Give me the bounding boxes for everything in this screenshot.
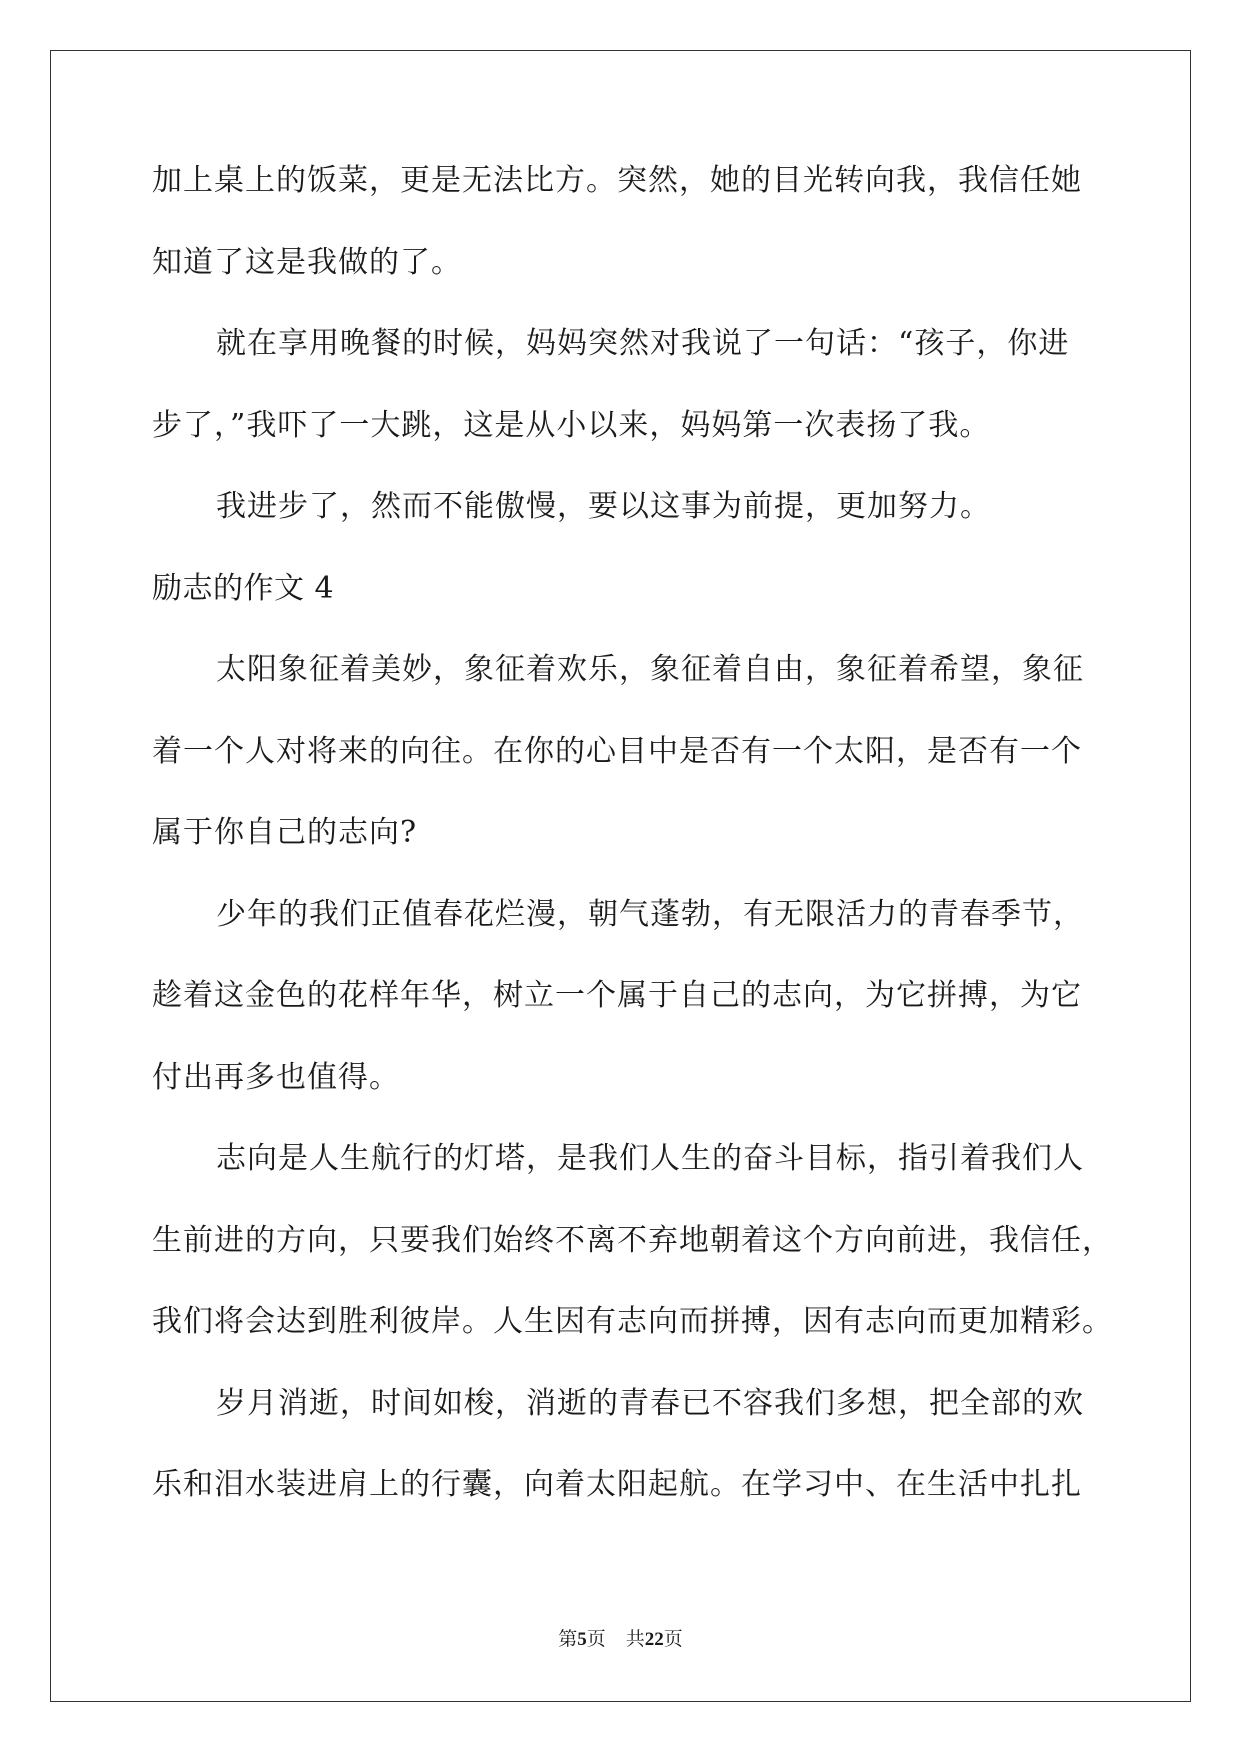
text-line: 乐和泪水装进肩上的行囊，向着太阳起航。在学习中、在生活中扎扎: [152, 1467, 1082, 1502]
text-line: 着一个人对将来的向往。在你的心目中是否有一个太阳，是否有一个: [152, 733, 1082, 769]
total-pages: 22: [644, 1629, 664, 1650]
total-suffix: 页: [663, 1628, 683, 1650]
text-line: 加上桌上的饭菜，更是无法比方。突然，她的目光转向我，我信任她: [152, 163, 1082, 198]
text-line: 就在享用晚餐的时候，妈妈突然对我说了一句话：“孩子，你进: [216, 326, 1070, 361]
text-line: 太阳象征着美妙，象征着欢乐，象征着自由，象征着希望，象征: [216, 652, 1084, 687]
page-footer: [0, 1627, 1241, 1652]
page-prefix: 第: [558, 1628, 578, 1650]
text-line: 我们将会达到胜利彼岸。人生因有志向而拼搏，因有志向而更加精彩。: [152, 1304, 1113, 1339]
total-prefix: 共: [625, 1628, 645, 1650]
text-line: 付出再多也值得。: [152, 1059, 400, 1095]
text-line: 志向是人生航行的灯塔，是我们人生的奋斗目标，指引着我们人: [216, 1141, 1084, 1176]
text-line: 岁月消逝，时间如梭，消逝的青春已不容我们多想，把全部的欢: [216, 1385, 1084, 1421]
text-line: 步了，”我吓了一大跳，这是从小以来，妈妈第一次表扬了我。: [152, 407, 991, 443]
section-heading: 励志的作文 4: [152, 570, 335, 606]
text-line: 属于你自己的志向?: [152, 815, 418, 850]
text-line: 知道了这是我做的了。: [152, 244, 462, 280]
text-line: 生前进的方向，只要我们始终不离不弃地朝着这个方向前进，我信任，: [152, 1222, 1113, 1258]
document-body: [152, 163, 1113, 1549]
text-line: 趁着这金色的花样年华，树立一个属于自己的志向，为它拼搏，为它: [152, 978, 1082, 1013]
page-suffix: 页: [586, 1628, 606, 1650]
text-line: 少年的我们正值春花烂漫，朝气蓬勃，有无限活力的青春季节，: [216, 896, 1084, 932]
page-number: 5: [577, 1629, 587, 1650]
text-line: 我进步了，然而不能傲慢，要以这事为前提，更加努力。: [216, 489, 991, 524]
